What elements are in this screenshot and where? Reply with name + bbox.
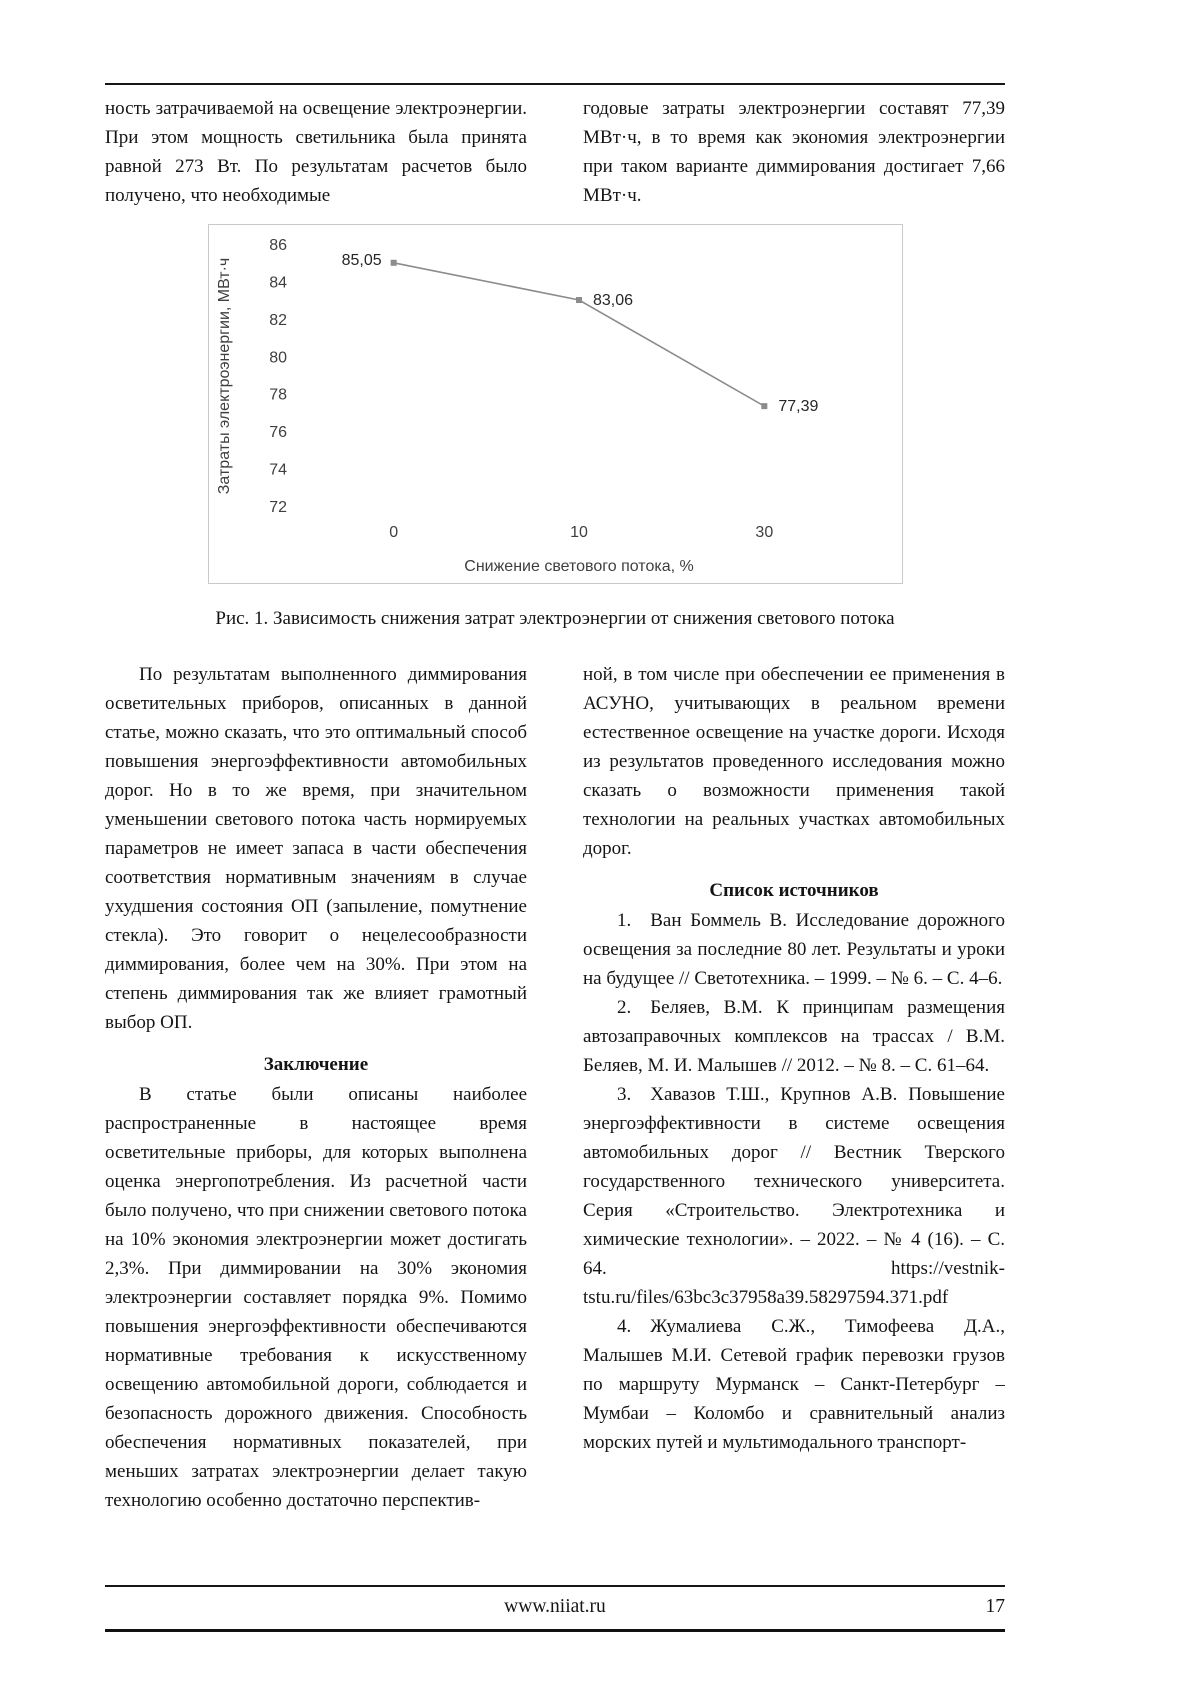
reference-item-4: 4. Жумалиева С.Ж., Тимофеева Д.А., Малышев М.И. Сетевой график перевозки грузов по маршруту Мурманск – Санкт-Петербург – Мумбаи – Коломбо и сравнительный анализ морских путей и мультимодального транспорт-	[583, 1316, 1005, 1453]
svg-text:77,39: 77,39	[777, 398, 818, 416]
svg-text:84: 84	[268, 274, 287, 292]
svg-text:72: 72	[268, 499, 287, 516]
intro-right-paragraph: годовые затраты электроэнергии составят 77,39 МВт·ч, в то время как экономия электроэнергии при таком варианте диммирования достигает 7,66 МВт·ч.	[583, 98, 1005, 206]
svg-text:Затраты электроэнергии, МВт·ч: Затраты электроэнергии, МВт·ч	[215, 257, 233, 495]
body-left-column	[105, 660, 527, 1515]
reference-item-3: 3. Хавазов Т.Ш., Крупнов А.В. Повышение энергоэффективности в системе освещения автомобильных дорог // Вестник Тверского государственного технического университета. Серия «Строительство. Электротехника и химические технологии». – 2022. – № 4 (16). – С. 64. https://vestnik-tstu.ru/files/63bc3c37958a39.58297594.371.pdf	[583, 1084, 1005, 1308]
page-content	[105, 85, 1005, 1585]
svg-text:78: 78	[268, 386, 287, 404]
line-chart	[209, 225, 902, 583]
conclusion-heading: Заключение	[263, 1054, 369, 1075]
svg-text:10: 10	[569, 524, 588, 541]
figure-1	[105, 224, 1005, 632]
svg-text:82: 82	[268, 311, 287, 329]
body-columns	[105, 660, 1005, 1515]
page-footer	[105, 1585, 1005, 1632]
body-right-column	[583, 660, 1005, 1515]
page-number: 17	[985, 1596, 1005, 1617]
svg-text:76: 76	[268, 424, 287, 442]
svg-text:74: 74	[268, 461, 287, 479]
body-paragraph: ной, в том числе при обеспечении ее применения в АСУНО, учитывающих в реальном времени естественное освещение на участке дороги. Исходя из результатов проведенного исследования можно сказать о возможности применения такой технологии на реальных участках автомобильных дорог.	[583, 664, 1005, 859]
svg-text:80: 80	[268, 349, 287, 367]
figure-caption: Рис. 1. Зависимость снижения затрат электроэнергии от снижения светового потока	[215, 608, 895, 629]
svg-text:86: 86	[268, 237, 287, 254]
body-paragraph: По результатам выполненного диммирования осветительных приборов, описанных в данной статье, можно сказать, что это оптимальный способ повышения энергоэффективности автомобильных дорог. Но в то же время, при значительном уменьшении светового потока часть нормируемых параметров не имеет запаса в части обеспечения соответствия нормативным значениям в случае ухудшения состояния ОП (запыление, помутнение стекла). Это говорит о нецелесообразности диммирования, более чем на 30%. При этом на степень диммирования так же влияет грамотный выбор ОП.	[105, 664, 527, 1033]
reference-item-2: 2. Беляев, В.М. К принципам размещения автозаправочных комплексов на трассах / В.М. Беляев, М. И. Малышев // 2012. – № 8. – С. 61–64.	[583, 997, 1005, 1076]
intro-columns	[105, 94, 1005, 210]
figure-chart	[208, 224, 903, 584]
intro-left-paragraph: ность затрачиваемой на освещение электроэнергии. При этом мощность светильника была принята равной 273 Вт. По результатам расчетов было получено, что необходимые	[105, 98, 527, 206]
svg-text:83,06: 83,06	[592, 292, 633, 310]
footer-url[interactable]: www.niiat.ru	[504, 1596, 606, 1617]
svg-text:85,05: 85,05	[341, 251, 382, 269]
sources-heading: Список источников	[709, 880, 879, 901]
footer-bottom-rule	[105, 1629, 1005, 1632]
footer-row	[105, 1587, 1005, 1629]
svg-text:Снижение светового потока, %: Снижение светового потока, %	[463, 558, 694, 575]
reference-item-1: 1. Ван Боммель В. Исследование дорожного освещения за последние 80 лет. Результаты и уроки на будущее // Светотехника. – 1999. – № 6. – С. 4–6.	[583, 910, 1005, 989]
svg-text:0: 0	[388, 524, 398, 541]
svg-text:30: 30	[754, 524, 773, 541]
conclusion-paragraph: В статье были описаны наиболее распространенные в настоящее время осветительные приборы, для которых выполнена оценка энергопотребления. Из расчетной части было получено, что при снижении светового потока на 10% экономия электроэнергии может достигать 2,3%. При диммировании на 30% экономия электроэнергии составляет порядка 9%. Помимо повышения энергоэффективности обеспечиваются нормативные требования к искусственному освещению автомобильной дороги, соблюдается и безопасность дорожного движения. Способность обеспечения нормативных показателей, при меньших затратах электроэнергии делает такую технологию особенно достаточно перспектив-	[105, 1084, 527, 1511]
